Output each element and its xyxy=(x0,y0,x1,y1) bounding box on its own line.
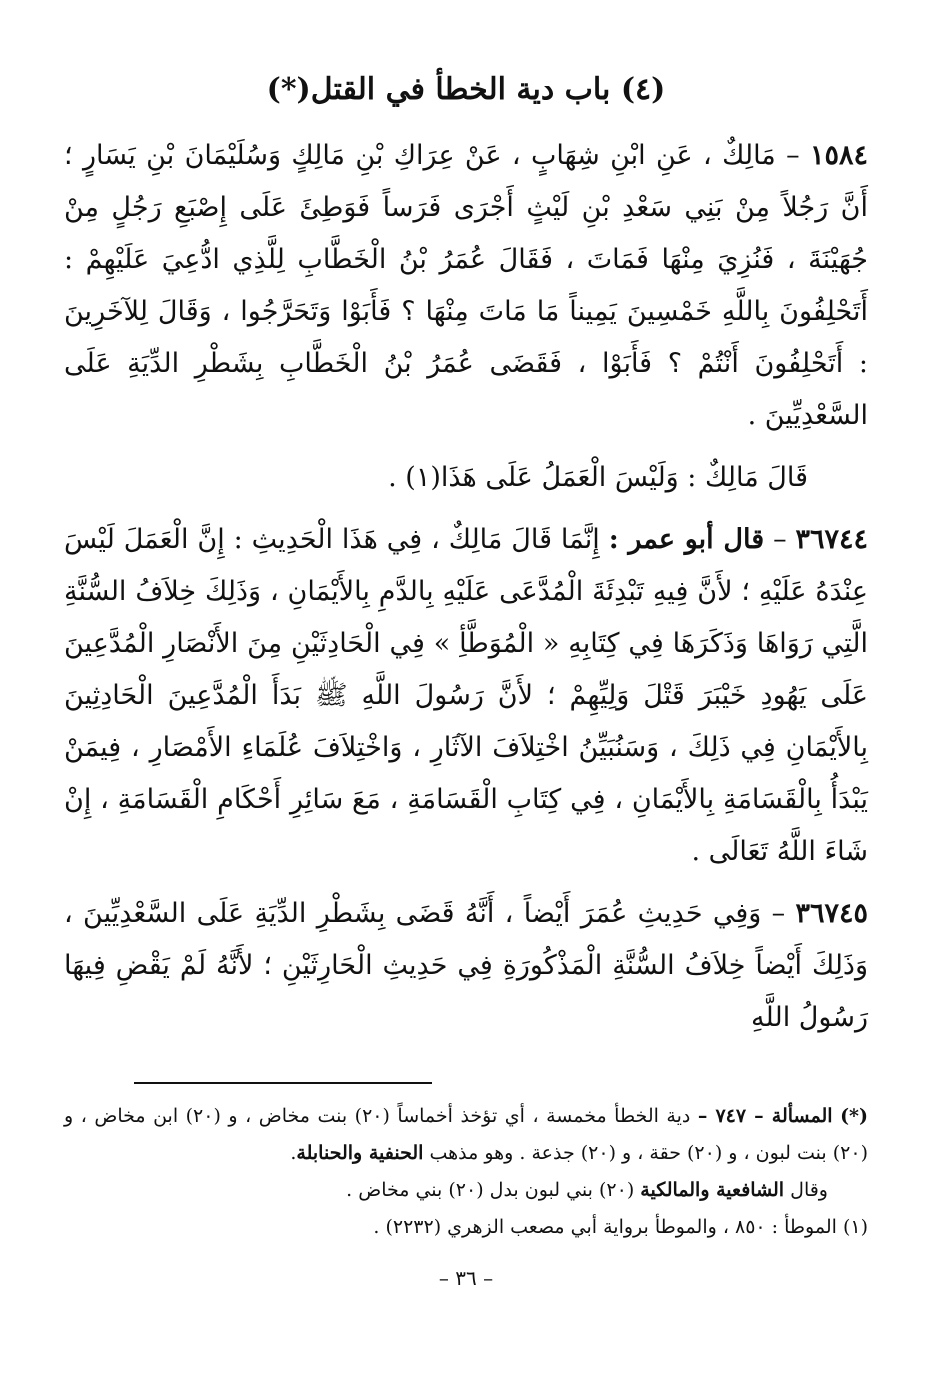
line3-prefix: وقال xyxy=(784,1179,828,1201)
chapter-title: (٤) باب دية الخطأ في القتل(*) xyxy=(266,72,666,107)
line3-text: (٢٠) بني لبون بدل (٢٠) بني مخاض . xyxy=(346,1179,641,1201)
commentary-paragraph xyxy=(64,888,868,1044)
hadith-paragraph xyxy=(64,130,868,442)
commentary-dash: – xyxy=(761,898,796,929)
main-text xyxy=(64,130,868,1044)
malik-saying: قَالَ مَالِكٌ : وَلَيْسَ الْعَمَلُ عَلَى هَذَا(١) . xyxy=(388,462,808,493)
madhhab-hanafi-hanbali: الحنفية والحنابلة xyxy=(296,1142,424,1164)
masala-text: دية الخطأ مخمسة ، أي تؤخذ أخماساً (٢٠) بنت مخاض ، و (٢٠) ابن مخاض ، و (٢٠) بنت لبون ، و (٢٠) حقة ، و (٢٠) جذعة . وهو مذهب xyxy=(64,1105,868,1164)
footnotes xyxy=(64,1098,868,1246)
commentary-text: وَفِي حَدِيثِ عُمَرَ أَيْضاً ، أَنَّهُ قَضَى بِشَطْرِ الدِّيَةِ عَلَى السَّعْدِيِّينَ ، وَذَلِكَ أَيْضاً خِلاَفُ السُّنَّةِ الْمَذْكُورَةِ فِي حَدِيثِ الْحَارِثَيْنِ ؛ لأَنَّهُ لَمْ يَقْضِ فِيهَا رَسُولُ اللَّهِ xyxy=(64,898,868,1033)
commentary-speaker: قال أبو عمر : xyxy=(608,524,765,555)
commentary-dash: – xyxy=(764,524,796,555)
footnote-star: (*) المسألة – ٧٤٧ – دية الخطأ مخمسة ، أي تؤخذ أخماساً (٢٠) بنت مخاض ، و (٢٠) ابن مخاض ، و (٢٠) بنت لبون ، و (٢٠) حقة ، و (٢٠) جذعة . وهو مذهب الحنفية والحنابلة. xyxy=(64,1105,868,1164)
footnote-star-marker: (*) xyxy=(840,1105,868,1127)
footnote-divider xyxy=(134,1082,432,1084)
masala-label: المسألة – ٧٤٧ – xyxy=(697,1105,833,1127)
commentary-number: ٣٦٧٤٥ xyxy=(795,898,868,929)
footnote-star-cont xyxy=(64,1172,868,1209)
madhhab-shafii-maliki: الشافعية والمالكية xyxy=(640,1179,785,1201)
commentary-text: إِنَّمَا قَالَ مَالِكٌ ، فِي هَذَا الْحَدِيثِ : إِنَّ الْعَمَلَ لَيْسَ عِنْدَهُ عَلَيْهِ ؛ لأَنَّ فِيهِ تَبْدِئَةَ الْمُدَّعَى عَلَيْهِ بِالدَّمِ بِالأَيْمَانِ ، وَذَلِكَ خِلاَفُ السُّنَّةِ الَّتِي رَوَاهَا وَذَكَرَهَا فِي كِتَابِهِ « الْمُوَطَّأِ » فِي الْحَادِثَيْنِ مِنَ الأَنْصَارِ الْمُدَّعِينَ عَلَى يَهُودِ خَيْبَرَ قَتْلَ وَلِيِّهِمْ ؛ لأَنَّ رَسُولَ اللَّهِ ﷺ بَدَأَ الْمُدَّعِينَ الْحَادِثِينَ بِالأَيْمَانِ فِي ذَلِكَ ، وَسَنُبَيِّنُ اخْتِلاَفَ الآثَارِ ، وَاخْتِلاَفَ عُلَمَاءِ الأَمْصَارِ ، فِيمَنْ يَبْدَأُ بِالْقَسَامَةِ بِالأَيْمَانِ ، فِي كِتَابِ الْقَسَامَةِ ، مَعَ سَائِرِ أَحْكَامِ الْقَسَامَةِ ، إِنْ شَاءَ اللَّهُ تَعَالَى . xyxy=(64,524,868,867)
hadith-number: ١٥٨٤ xyxy=(809,140,868,171)
hadith-dash: – xyxy=(775,140,810,171)
footnote-1: (١) الموطأ : ٨٥٠ ، والموطأ برواية أبي مصعب الزهري (٢٢٣٢) . xyxy=(373,1216,868,1238)
page-number: – ٣٦ – xyxy=(438,1266,494,1290)
commentary-paragraph xyxy=(64,514,868,878)
commentary-number: ٣٦٧٤٤ xyxy=(795,524,869,555)
hadith-text: مَالِكٌ ، عَنِ ابْنِ شِهَابٍ ، عَنْ عِرَاكِ بْنِ مَالِكٍ وَسُلَيْمَانَ بْنِ يَسَارٍ ؛ أَنَّ رَجُلاً مِنْ بَنِي سَعْدِ بْنِ لَيْثٍ أَجْرَى فَرَساً فَوَطِئَ عَلَى إِصْبَعِ رَجُلٍ مِنْ جُهَيْنَةَ ، فَنُزِيَ مِنْهَا فَمَاتَ ، فَقَالَ عُمَرُ بْنُ الْخَطَّابِ لِلَّذِي ادُّعِيَ عَلَيْهِمْ : أَتَحْلِفُونَ بِاللَّهِ خَمْسِينَ يَمِيناً مَا مَاتَ مِنْهَا ؟ فَأَبَوْا وَتَحَرَّجُوا ، وَقَالَ لِلآخَرِينَ : أَتَحْلِفُونَ أَنْتُمْ ؟ فَأَبَوْا ، فَقَضَى عُمَرُ بْنُ الْخَطَّابِ بِشَطْرِ الدِّيَةِ عَلَى السَّعْدِيِّينَ . xyxy=(64,140,868,431)
